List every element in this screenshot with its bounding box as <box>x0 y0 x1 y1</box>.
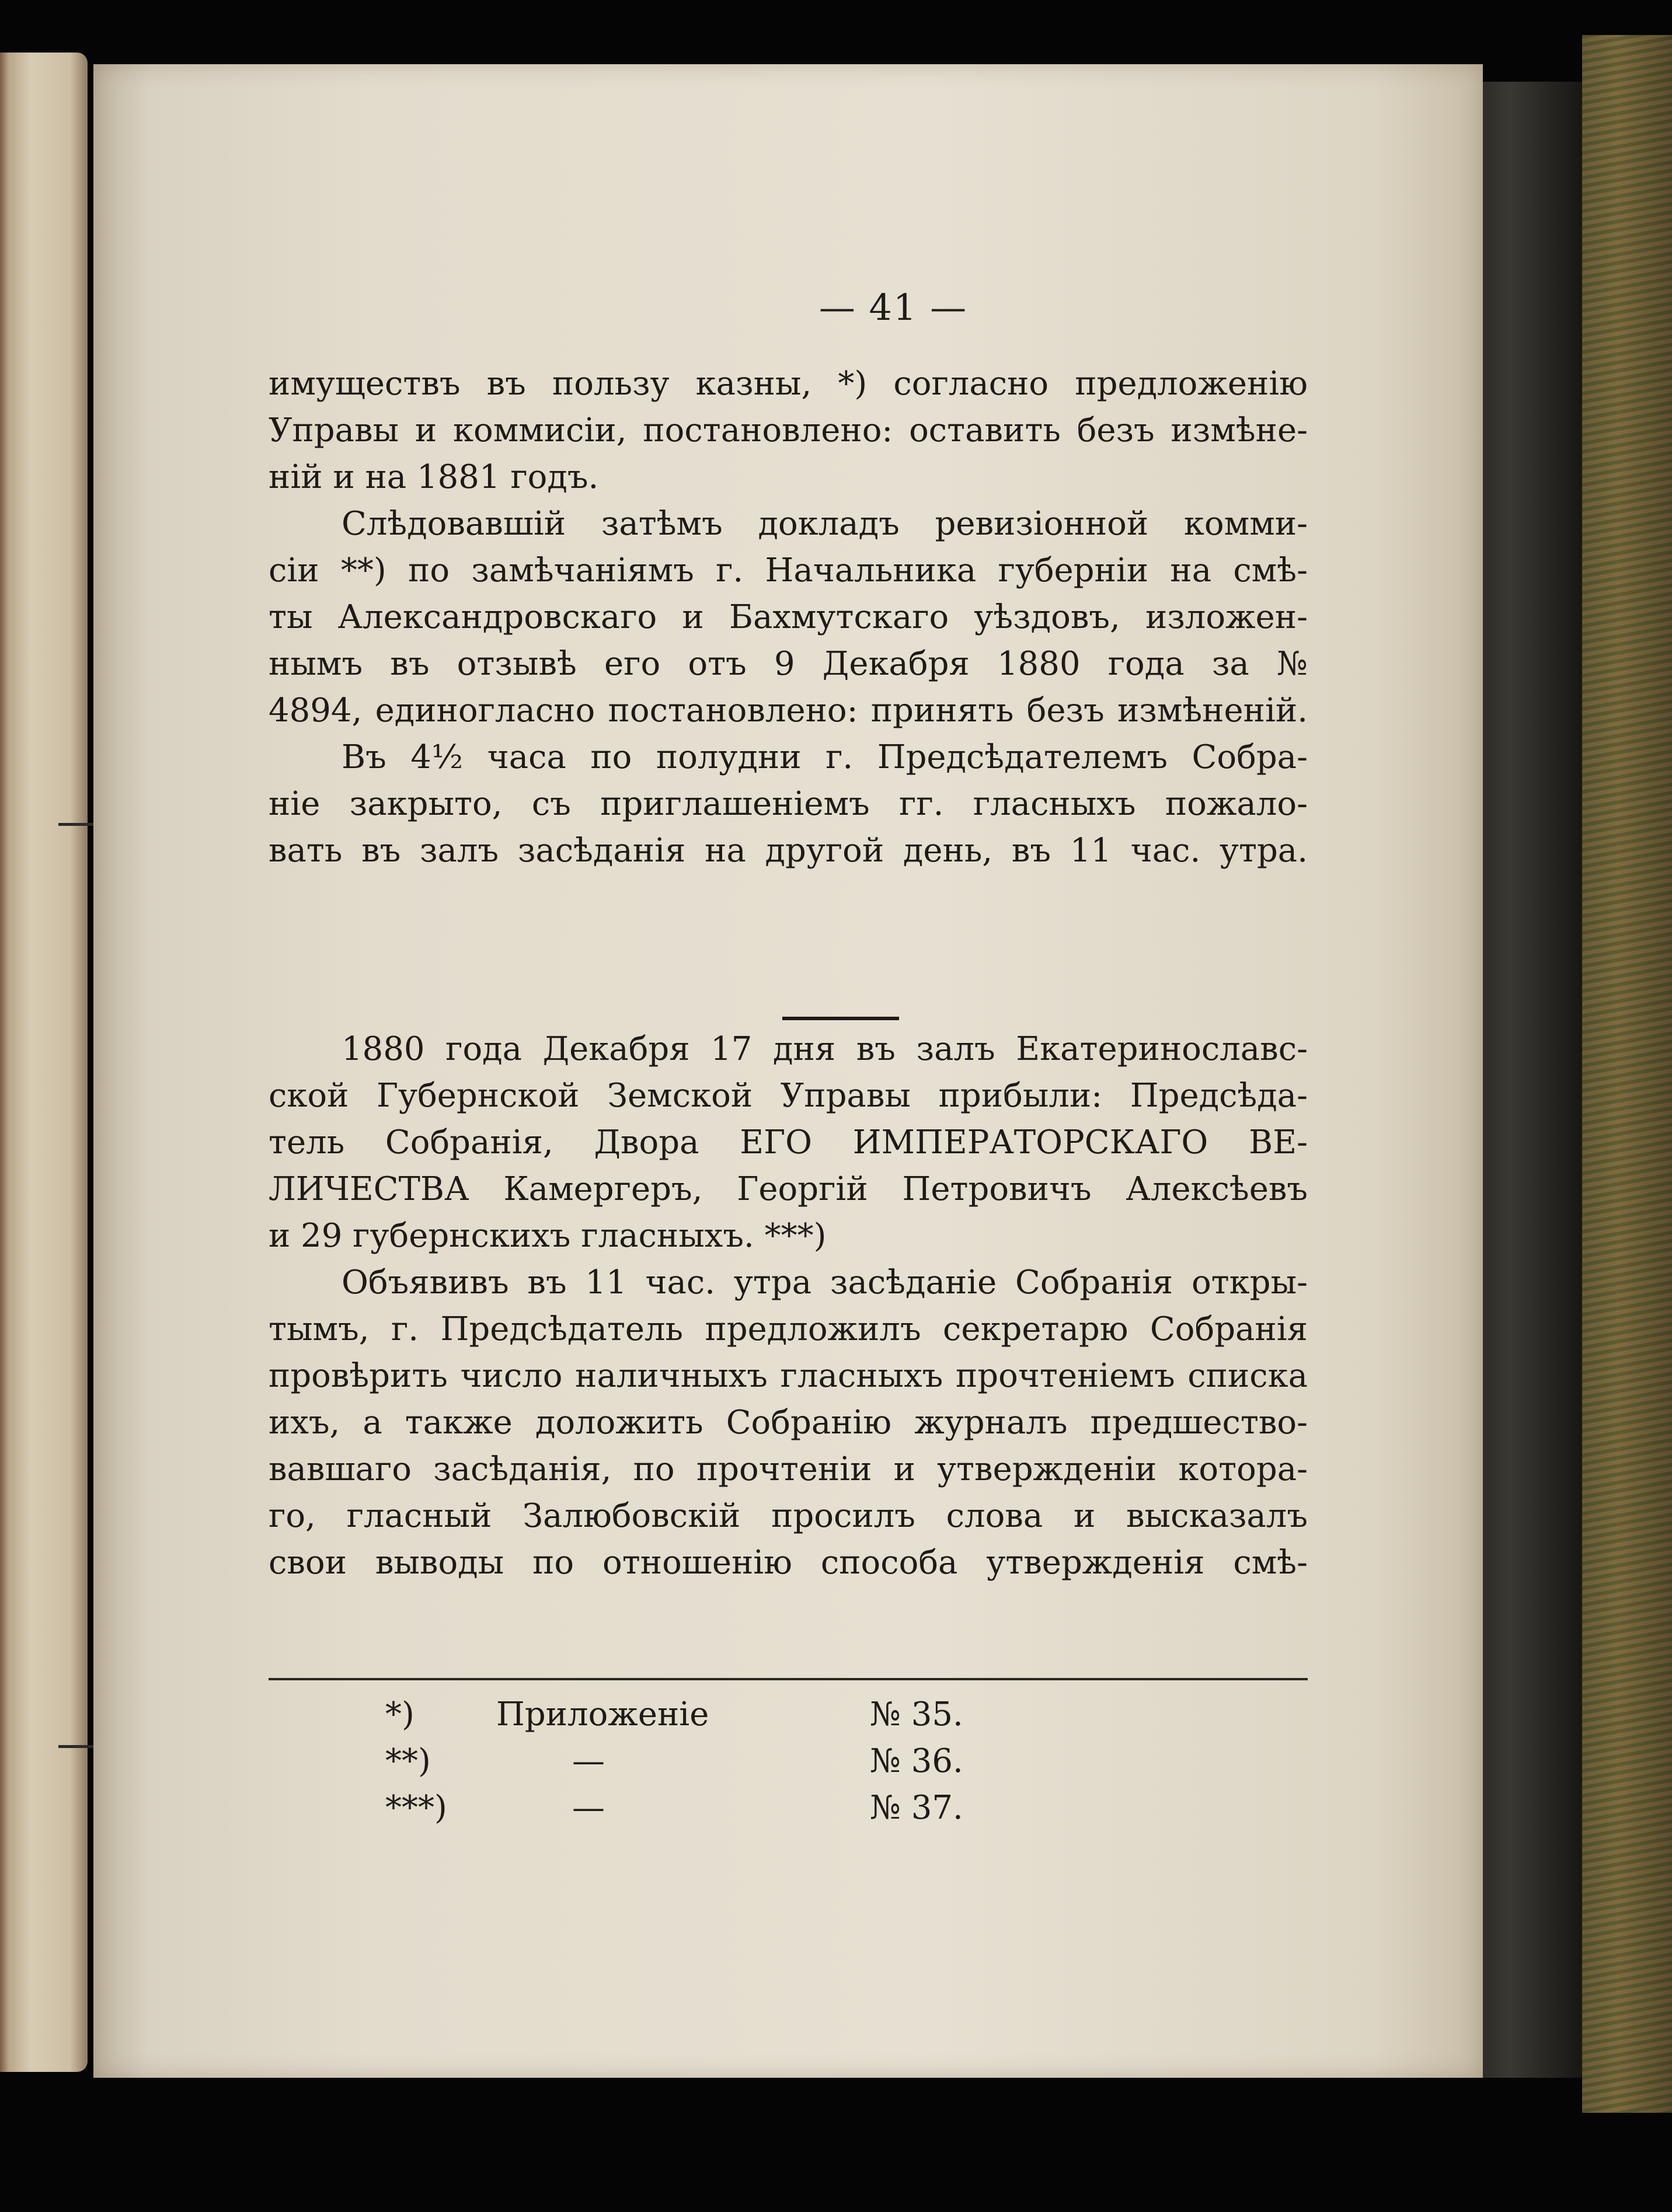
binding-thread <box>58 823 93 826</box>
footnote-number: № 37. <box>870 1789 963 1827</box>
left-facing-page-edge <box>0 53 88 2072</box>
section-divider <box>782 1017 899 1020</box>
footnote-mark: *) <box>385 1695 414 1733</box>
text-line: вать въ залъ засѣданія на другой день, въ 11 час. утра. <box>269 832 1308 870</box>
footnote-rule <box>269 1678 1308 1680</box>
text-line: ской Губернской Земской Управы прибыли: Предсѣда- <box>269 1077 1308 1115</box>
text-line: Слѣдовавшій затѣмъ докладъ ревизіонной комми- <box>342 505 1308 543</box>
text-line: 4894, единогласно постановлено: принять безъ измѣненій. <box>269 692 1308 730</box>
footnote-mark: **) <box>385 1742 431 1780</box>
text-line: сіи **) по замѣчаніямъ г. Начальника губерніи на смѣ- <box>269 552 1308 589</box>
text-line: го, гласный Залюбовскій просилъ слова и высказалъ <box>269 1497 1308 1535</box>
text-line: тымъ, г. Предсѣдатель предложилъ секретарю Собранія <box>269 1310 1308 1348</box>
footnote-dash: — <box>572 1789 605 1827</box>
text-line: 1880 года Декабря 17 дня въ залъ Екатеринославс- <box>342 1030 1308 1068</box>
binding-thread <box>58 1745 93 1748</box>
text-line: вавшаго засѣданія, по прочтеніи и утвержденіи котора- <box>269 1450 1308 1488</box>
text-line: свои выводы по отношенію способа утвержденія смѣ- <box>269 1544 1308 1582</box>
text-line: ты Александровскаго и Бахмутскаго уѣздовъ, изложен- <box>269 598 1308 636</box>
footnote-number: № 36. <box>870 1742 963 1780</box>
footnote-mark: ***) <box>385 1789 447 1827</box>
text-line: ній и на 1881 годъ. <box>269 458 599 496</box>
text-line: имуществъ въ пользу казны, *) согласно предложенію <box>269 365 1308 403</box>
footnote-number: № 35. <box>870 1695 963 1733</box>
footnote-dash: — <box>572 1742 605 1780</box>
book-page <box>93 64 1483 2078</box>
text-line: Въ 4½ часа по полудни г. Предсѣдателемъ Собра- <box>342 738 1308 776</box>
footnote-label: Приложеніе <box>496 1695 709 1733</box>
text-line: ихъ, а также доложить Собранію журналъ предшество- <box>269 1404 1308 1442</box>
page-number: — 41 — <box>818 286 968 329</box>
text-line: и 29 губернскихъ гласныхъ. ***) <box>269 1217 827 1255</box>
text-line: провѣрить число наличныхъ гласныхъ прочтеніемъ списка <box>269 1357 1308 1395</box>
book-cover-edge <box>1582 35 1672 2113</box>
book-page-edges <box>1477 82 1588 2078</box>
text-line: ЛИЧЕСТВА Камергеръ, Георгій Петровичъ Алексѣевъ <box>269 1170 1308 1208</box>
text-line: Объявивъ въ 11 час. утра засѣданіе Собранія откры- <box>342 1264 1308 1302</box>
text-line: тель Собранія, Двора ЕГО ИМПЕРАТОРСКАГО ВЕ- <box>269 1124 1308 1161</box>
text-line: Управы и коммисіи, постановлено: оставить безъ измѣне- <box>269 411 1308 449</box>
text-line: ніе закрыто, съ приглашеніемъ гг. гласныхъ пожало- <box>269 785 1308 823</box>
text-line: нымъ въ отзывѣ его отъ 9 Декабря 1880 года за № <box>269 645 1308 683</box>
